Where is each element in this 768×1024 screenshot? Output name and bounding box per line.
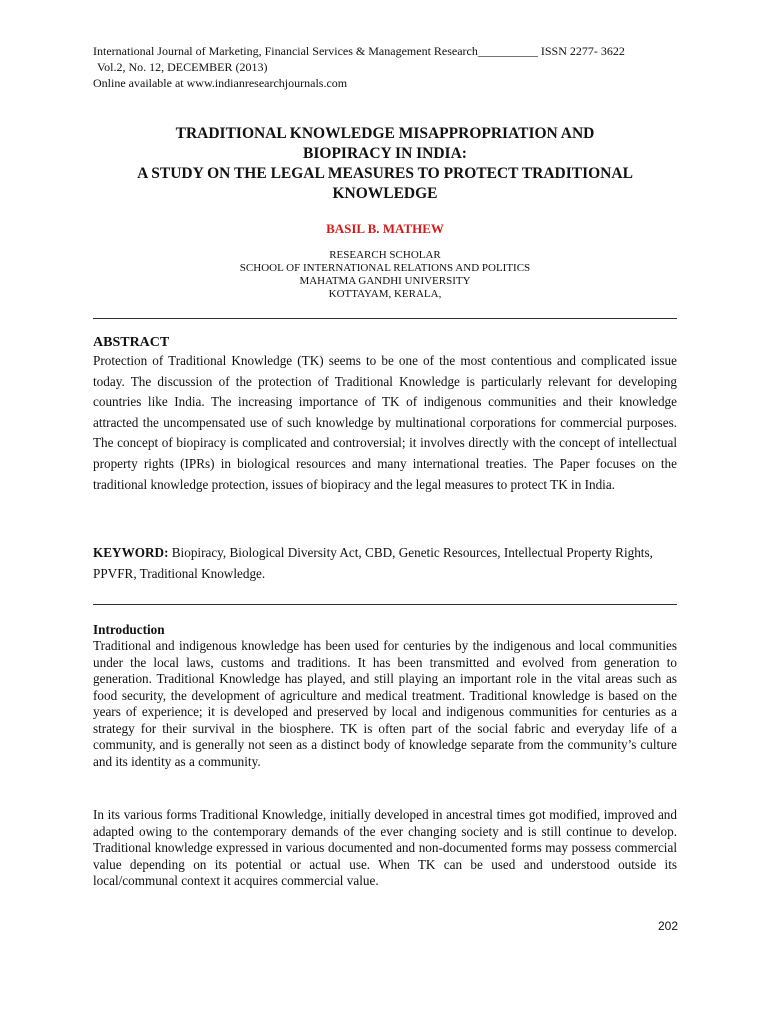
- affiliation-line: RESEARCH SCHOLAR: [329, 249, 441, 261]
- abstract-body: Protection of Traditional Knowledge (TK) seems to be one of the most contentious and complicated issue today. The discussion of the protection of Traditional Knowledge is particularly relevant for developing countries like India. The increasing importance of TK of indigenous communities and their knowledge attracted the uncompensated use of such knowledge by multinational corporations for commercial purposes. The concept of biopiracy is complicated and controversial; it involves directly with the concept of intellectual property rights (IPRs) in biological resources and many international treaties. The Paper focuses on the traditional knowledge protection, issues of biopiracy and the legal measures to protect TK in India.: [93, 353, 677, 492]
- keyword-label: KEYWORD:: [93, 545, 169, 560]
- page-number: 202: [657, 919, 678, 933]
- title-line: TRADITIONAL KNOWLEDGE MISAPPROPRIATION AND: [175, 125, 595, 142]
- introduction-paragraph: Traditional and indigenous knowledge has been used for centuries by the indigenous and local communities under the local laws, customs and traditions. It has been transmitted and evolved from generation to generation. Traditional Knowledge has played, and still playing an important role in the vital areas such as food security, the development of agriculture and medical treatment. Traditional knowledge is based on the years of experience; it is developed and preserved by local and indigenous communities for centuries as a strategy for their survival in the biosphere. TK is often part of the social fabric and everyday life of a community, and is generally not seen as a distinct body of knowledge separate from the community’s culture and its identity as a community.: [93, 638, 677, 769]
- paper-title: [93, 124, 677, 204]
- affiliation-line: KOTTAYAM, KERALA,: [328, 288, 442, 300]
- keywords: [93, 543, 677, 584]
- journal-name-line: International Journal of Marketing, Financial Services & Management Research__________ ISSN 2277- 3622: [93, 44, 625, 58]
- introduction-heading: Introduction: [93, 622, 165, 637]
- title-line: BIOPIRACY IN INDIA:: [303, 145, 467, 162]
- section-divider: [93, 318, 677, 319]
- section-divider: [93, 604, 677, 605]
- affiliation-line: MAHATMA GANDHI UNIVERSITY: [299, 275, 471, 287]
- abstract-heading: ABSTRACT: [93, 335, 170, 350]
- introduction-paragraph: In its various forms Traditional Knowledge, initially developed in ancestral times got modified, improved and adapted owing to the contemporary demands of the ever changing society and is still continue to develop. Traditional knowledge expressed in various documented and non-documented forms may possess commercial value depending on its potential or actual use. When TK can be used and understood outside its local/communal context it acquires commercial value.: [93, 807, 677, 888]
- author-name: BASIL B. MATHEW: [326, 221, 444, 236]
- author-affiliation: [93, 249, 677, 301]
- introduction-section-continued: [93, 807, 677, 890]
- volume-line: Vol.2, No. 12, DECEMBER (2013): [97, 60, 268, 74]
- title-line: KNOWLEDGE: [332, 185, 438, 202]
- title-line: A STUDY ON THE LEGAL MEASURES TO PROTECT TRADITIONAL: [137, 165, 633, 182]
- abstract-section: [93, 335, 677, 495]
- keyword-list: Biopiracy, Biological Diversity Act, CBD, Genetic Resources, Intellectual Property Rights, PPVFR, Traditional Knowledge.: [93, 545, 653, 581]
- online-availability-line: Online available at www.indianresearchjournals.com: [93, 76, 348, 90]
- affiliation-line: SCHOOL OF INTERNATIONAL RELATIONS AND POLITICS: [239, 262, 531, 274]
- journal-header: [93, 43, 677, 91]
- introduction-section: [93, 622, 677, 770]
